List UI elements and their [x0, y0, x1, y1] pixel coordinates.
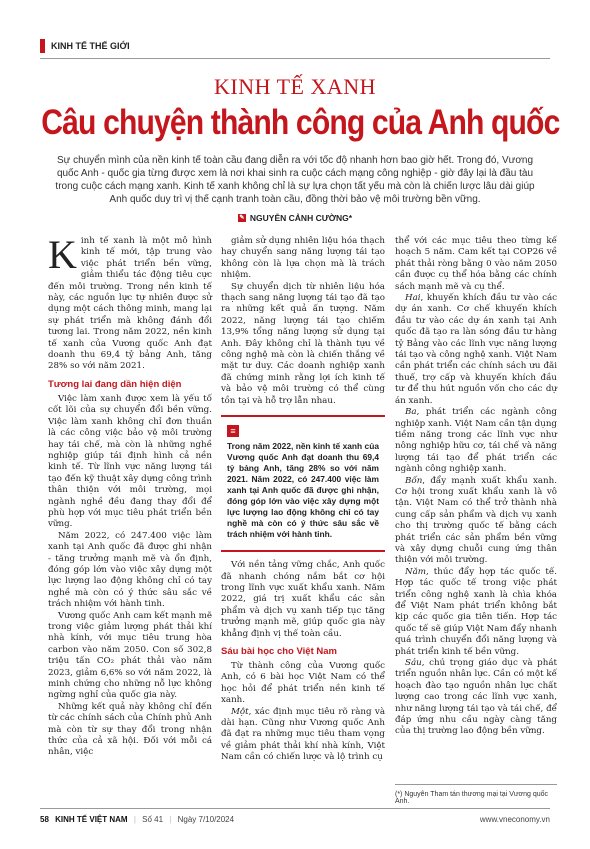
- top-divider: [40, 58, 550, 59]
- site-url: www.vneconomy.vn: [479, 815, 550, 824]
- quote-icon: ≡: [227, 425, 239, 437]
- headline: Câu chuyện thành công của Anh quốc: [41, 103, 560, 142]
- paragraph-text: , xác định mục tiêu rõ ràng và dài hạn. Cũng như Vương quốc Anh đã đạt ra những mục tiêu tham vọng về giảm phát thải khí nhà kính, Việt Nam cần có chiến lược và lộ trình cụ: [221, 706, 385, 763]
- magazine-name: KINH TẾ VIỆT NAM: [55, 815, 128, 824]
- column-3: [395, 236, 557, 738]
- paragraph-text: inh tế xanh là một mô hình kinh tế mới, tập trung vào việc phát triển bền vững, giảm thiểu tác động tiêu cực đến môi trường. Trong nền kinh tế này, các nguồn lực tự nhiên được sử dụng một cách thông minh, mang lại sự phát triển mà không đánh đổi tương lai. Trong năm 2022, nền kinh tế xanh của Vương quốc Anh đạt doanh thu 69,4 tỷ bảng Anh, tăng 28% so với năm 2021.: [48, 236, 212, 372]
- paragraph: Với nền tảng vững chắc, Anh quốc đã nhanh chóng nắm bắt cơ hội trong lĩnh vực xuất khẩu xanh. Năm 2022, giá trị xuất khẩu các sản phẩm và dịch vụ xanh tiếp tục tăng trưởng mạnh mẽ, giúp quốc gia này khẳng định vị thế toàn cầu.: [221, 560, 385, 639]
- paragraph: thể với các mục tiêu theo từng kế hoạch 5 năm. Cam kết tại COP26 về phát thải ròng bằng 0 vào năm 2050 cần được cụ thể hóa bằng các chính sách mạnh mẽ và cụ thể.: [395, 236, 557, 292]
- byline: [0, 213, 590, 223]
- column-1: [48, 232, 212, 759]
- paragraph: Sự chuyển dịch từ nhiên liệu hóa thạch sang năng lượng tái tạo đã tạo ra những kết quả ấn tượng. Năm 2022, năng lượng tái tạo chiếm 13,9% tổng năng lượng sử dụng tại Anh. Đây không chỉ là thành tựu về công nghệ mà còn là chiến thắng về mặt tư duy. Các doanh nghiệp xanh đã chứng minh rằng lợi ích kinh tế và bảo vệ môi trường có thể cùng tồn tại và hỗ trợ lẫn nhau.: [221, 281, 385, 406]
- paragraph: [395, 476, 557, 567]
- pull-quote: [221, 415, 385, 552]
- paragraph: Những kết quả này không chỉ đến từ các chính sách của Chính phủ Anh mà còn từ sự thay đổi trong nhận thức của cả xã hội. Đối với mỗi cá nhân, việc: [48, 701, 212, 758]
- footer-separator: |: [169, 815, 172, 824]
- section-label: [40, 40, 130, 52]
- lead-word: Bốn: [405, 475, 423, 486]
- lead-word: Sáu: [405, 658, 422, 669]
- pen-icon: ✎: [239, 215, 245, 221]
- pull-quote-text: Trong năm 2022, nền kinh tế xanh của Vương quốc Anh đạt doanh thu 69,4 tỷ bảng Anh, tăng 28% so với năm 2021. Năm 2022, có 247.400 việc làm xanh tại Anh quốc đã được ghi nhận, đóng góp lớn vào việc xây dựng một lực lượng lao động không chỉ có tay nghề mà còn có ý thức sâu sắc về trách nhiệm với hành tinh.: [227, 441, 379, 540]
- lead-word: Hai: [405, 293, 421, 304]
- lead-word: Năm: [405, 566, 427, 577]
- page-number: 58: [40, 815, 49, 824]
- footer-left: [40, 815, 234, 824]
- subhead: Tương lai đang dần hiện diện: [48, 378, 182, 390]
- footnote: (*) Nguyên Tham tán thương mại tại Vương quốc Anh.: [395, 784, 557, 805]
- paragraph: [395, 567, 557, 658]
- paragraph: Vương quốc Anh cam kết mạnh mẽ trong việc giảm lượng phát thải khí nhà kính, với mục tiêu trung hòa carbon vào năm 2050. Con số 302,8 triệu tấn CO₂ phát thải vào năm 2023, giảm 6,6% so với năm 2022, là minh chứng cho những nỗ lực không ngừng nghỉ của quốc gia này.: [48, 610, 212, 701]
- section-bar: [40, 39, 45, 53]
- section-label-text: KINH TẾ THẾ GIỚI: [51, 41, 130, 51]
- paragraph: [395, 407, 557, 475]
- paragraph: giảm sử dụng nhiên liệu hóa thạch hay chuyển sang năng lượng tái tạo không còn là lựa chọn mà là trách nhiệm.: [221, 236, 385, 281]
- paragraph-text: , phát triển các ngành công nghiệp xanh. Việt Nam cần tận dụng tiềm năng trong các lĩnh vực như nông nghiệp hữu cơ, tái chế và năng lượng tái tạo để phát triển các ngành công nghiệp xanh.: [395, 407, 557, 475]
- paragraph: [395, 293, 557, 407]
- page-footer: [40, 808, 550, 824]
- paragraph: [395, 658, 557, 738]
- subhead: Sáu bài học cho Việt Nam: [221, 645, 337, 657]
- paragraph: Việc làm xanh được xem là yếu tố cốt lõi của sự chuyển đổi bền vững. Việc làm xanh không chỉ đơn thuần là các công việc bảo vệ môi trường hay tái chế, mà còn là những nghề nghiệp giúp tái định hình cả nền kinh tế. Từ lĩnh vực năng lượng tái tạo đến kỹ thuật xây dựng công trình thân thiện với môi trường, mọi ngành nghề đều đang thay đổi để phù hợp với mục tiêu phát triển bền vững.: [48, 393, 212, 530]
- issue-number: Số 41: [142, 815, 164, 824]
- lead-word: Một: [231, 706, 249, 717]
- byline-text: NGUYỄN CẢNH CƯỜNG*: [249, 213, 353, 223]
- paragraph: [221, 707, 385, 764]
- column-2: [221, 236, 385, 764]
- kicker: KINH TẾ XANH: [213, 74, 377, 99]
- lede: Sự chuyển mình của nền kinh tế toàn cầu đang diễn ra với tốc độ nhanh hơn bao giờ hết. Trong đó, Vương quốc Anh - quốc gia từng được xem là nơi khai sinh ra cuộc cách mạng công nghiệp - giờ đây lại là đầu tàu trong cuộc cách mạng xanh. Kinh tế xanh không chỉ là sự lựa chọn tất yếu mà còn là chiến lược lâu dài giúp Anh quốc duy trì vị thế cạnh tranh toàn cầu, đồng thời bảo vệ môi trường bền vững.: [55, 155, 535, 205]
- paragraph-text: , thúc đẩy hợp tác quốc tế. Hợp tác quốc tế trong việc phát triển công nghệ xanh là chìa khóa để Việt Nam phát triển không bắt kịp các quốc gia tiên tiến. Hợp tác quốc tế sẽ giúp Việt Nam đẩy nhanh quá trình chuyển đổi năng lượng và phát triển kinh tế bền vững.: [395, 566, 557, 657]
- paragraph: [48, 232, 212, 373]
- paragraph-text: , khuyến khích đầu tư vào các dự án xanh. Cơ chế khuyến khích đầu tư vào các dự án xanh tại Anh quốc đã tạo ra làn sóng đầu tư hàng tỷ Bảng vào các lĩnh vực năng lượng tái tạo và công nghệ xanh. Việt Nam cần phát triển các chính sách ưu đãi thuế, trợ cấp và khuyến khích đầu tư để thu hút nguồn vốn cho các dự án xanh.: [395, 293, 557, 406]
- issue-date: Ngày 7/10/2024: [177, 815, 235, 824]
- drop-cap: K: [48, 232, 77, 277]
- footer-separator: |: [133, 815, 136, 824]
- lead-word: Ba: [405, 407, 417, 418]
- paragraph-text: , chú trọng giáo dục và phát triển nguồn nhân lực. Cần có một kế hoạch đào tạo nguồn nhân lực chất lượng cao trong các lĩnh vực xanh, như năng lượng tái tạo và tái chế, để đáp ứng nhu cầu ngày càng tăng của thị trường lao động bền vững.: [395, 658, 557, 737]
- paragraph-text: , đẩy mạnh xuất khẩu xanh. Cơ hội trong xuất khẩu xanh là vô tận. Việt Nam có thể trở thành nhà cung cấp sản phẩm và dịch vụ xanh cho thị trường quốc tế bằng cách phát triển các sản phẩm bền vững và xây dựng chuỗi cung ứng thân thiện với môi trường.: [395, 475, 557, 566]
- paragraph: Từ thành công của Vương quốc Anh, có 6 bài học Việt Nam có thể học hỏi để phát triển nền kinh tế xanh.: [221, 660, 385, 706]
- paragraph: Năm 2022, có 247.400 việc làm xanh tại Anh quốc đã được ghi nhận - tăng trưởng mạnh mẽ và ổn định, đóng góp lớn vào việc xây dựng một lực lượng lao động không chỉ có tay nghề mà còn có ý thức sâu sắc về trách nhiệm với hành tinh.: [48, 530, 212, 610]
